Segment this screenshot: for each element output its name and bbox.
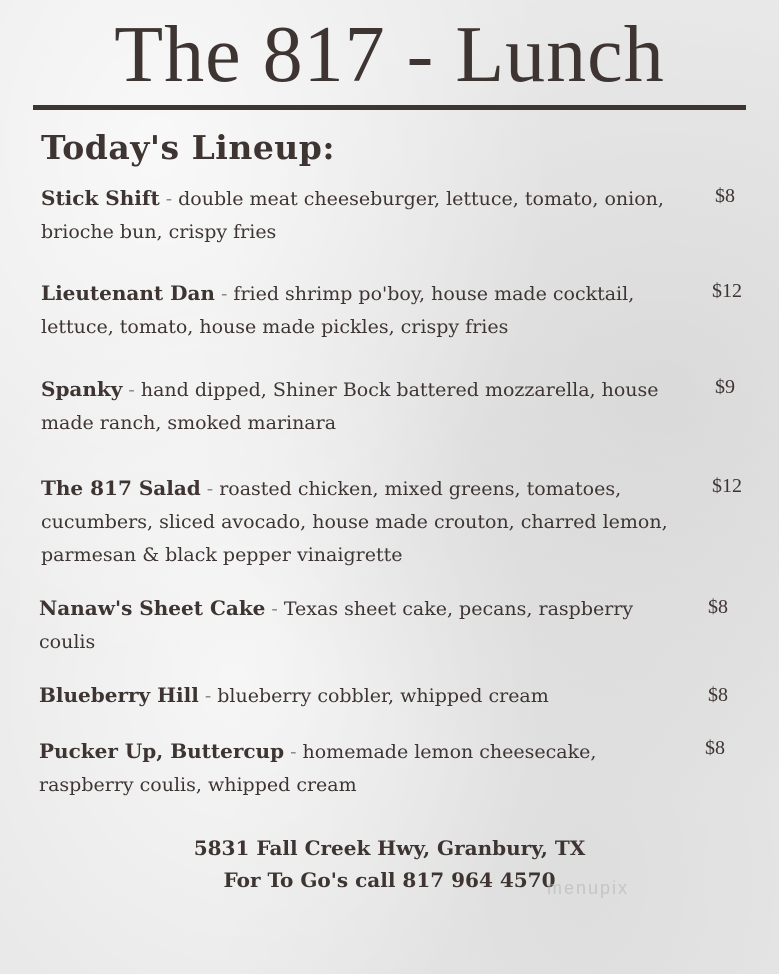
item-price: $8 [705,737,725,759]
item-description: fried shrimp po'boy, house made cocktail, lettuce, tomato, house made pickles, crispy fries [41,283,635,338]
item-description: double meat cheeseburger, lettuce, tomato, onion, brioche bun, crispy fries [41,188,664,243]
menu-item: Nanaw's Sheet Cake - Texas sheet cake, pecans, raspberry coulis [39,596,634,653]
item-name: The 817 Salad [41,476,201,500]
restaurant-address: 5831 Fall Creek Hwy, Granbury, TX [193,836,586,860]
item-name: Stick Shift [41,186,160,210]
menu-item: Blueberry Hill - blueberry cobbler, whipped cream [39,683,549,707]
watermark-text: menupix [547,878,630,898]
item-description: blueberry cobbler, whipped cream [217,685,549,707]
item-description: hand dipped, Shiner Bock battered mozzarella, house made ranch, smoked marinara [41,379,659,434]
item-name: Nanaw's Sheet Cake [39,596,266,620]
to-go-phone: For To Go's call 817 964 4570 [223,868,556,892]
section-heading: Today's Lineup: [41,128,336,167]
menu-title: The 817 - Lunch [114,11,665,99]
title-divider [33,105,746,110]
menu-item: Lieutenant Dan - fried shrimp po'boy, house made cocktail, lettuce, tomato, house made pickles, crispy fries [41,281,635,338]
item-description: homemade lemon cheesecake, raspberry coulis, whipped cream [39,741,597,796]
item-description: roasted chicken, mixed greens, tomatoes, cucumbers, sliced avocado, house made crouton, charred lemon, parmesan & black pepper vinaigrette [41,478,668,566]
item-name: Blueberry Hill [39,683,199,707]
item-name: Pucker Up, Buttercup [39,739,285,763]
item-price: $8 [708,596,728,618]
item-price: $8 [708,684,728,706]
item-description: Texas sheet cake, pecans, raspberry coulis [39,598,634,653]
item-price: $8 [715,185,735,207]
item-price: $12 [712,475,742,497]
item-name: Lieutenant Dan [41,281,215,305]
item-name: Spanky [41,377,123,401]
menu-item: Stick Shift - double meat cheeseburger, lettuce, tomato, onion, brioche bun, crispy fries [41,186,664,243]
item-price: $9 [715,376,735,398]
menu-item: The 817 Salad - roasted chicken, mixed greens, tomatoes, cucumbers, sliced avocado, house made crouton, charred lemon, parmesan & black pepper vinaigrette [41,476,668,566]
item-price: $12 [712,280,742,302]
menu-item: Spanky - hand dipped, Shiner Bock battered mozzarella, house made ranch, smoked marinara [41,377,659,434]
menu-item: Pucker Up, Buttercup - homemade lemon cheesecake, raspberry coulis, whipped cream [39,739,597,796]
